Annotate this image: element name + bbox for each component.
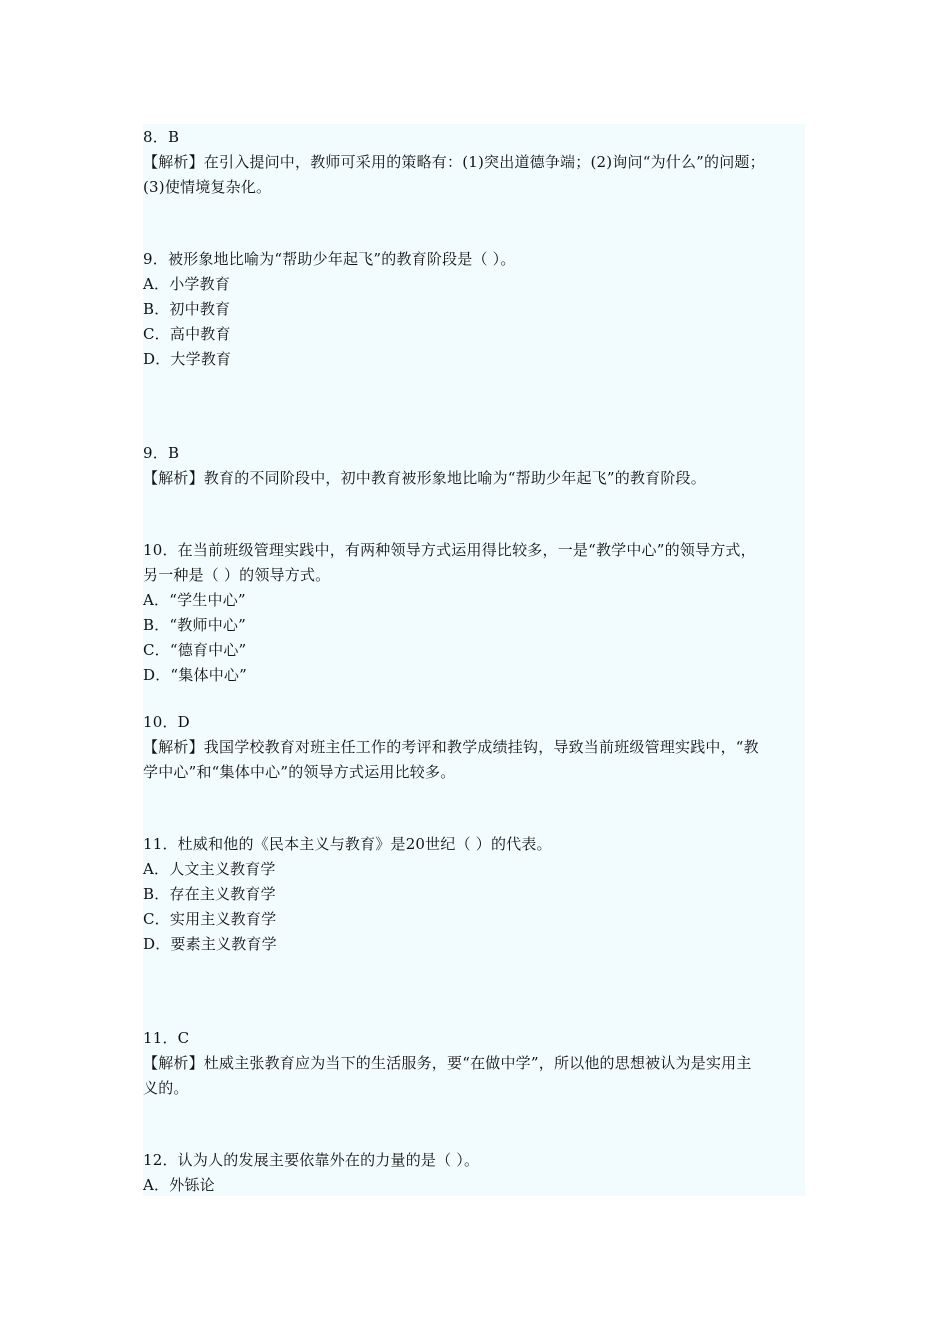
question-12-stem: 12．认为人的发展主要依靠外在的力量的是（ ）。 [143,1151,480,1169]
question-10-stem-line-1: 10．在当前班级管理实践中，有两种领导方式运用得比较多，一是“教学中心”的领导方式， [143,541,756,559]
question-10-option-a: A．“学生中心” [143,591,246,609]
question-11-option-a: A．人文主义教育学 [143,860,276,878]
question-9-stem: 9．被形象地比喻为“帮助少年起飞”的教育阶段是（ ）。 [143,250,516,268]
content-highlight-area [143,124,805,1196]
question-9-option-a: A．小学教育 [143,275,231,293]
question-11-option-b: B．存在主义教育学 [143,885,276,903]
answer-10-explanation-line-1: 【解析】我国学校教育对班主任工作的考评和教学成绩挂钩，导致当前班级管理实践中，“教 [143,738,759,756]
question-10-stem-line-2: 另一种是（ ）的领导方式。 [143,566,331,584]
answer-9-explanation-line-1: 【解析】教育的不同阶段中，初中教育被形象地比喻为“帮助少年起飞”的教育阶段。 [143,469,706,487]
answer-8-explanation-line-2: (3)使情境复杂化。 [143,178,272,196]
question-9-option-d: D．大学教育 [143,350,232,368]
question-9-option-b: B．初中教育 [143,300,231,318]
question-11-option-c: C．实用主义教育学 [143,910,277,928]
answer-8-explanation-line-1: 【解析】在引入提问中，教师可采用的策略有：(1)突出道德争端；(2)询问“为什么”的问题； [143,153,765,171]
answer-10-explanation-line-2: 学中心”和“集体中心”的领导方式运用比较多。 [143,763,456,781]
question-10-option-c: C．“德育中心” [143,641,247,659]
question-11-stem: 11．杜威和他的《民本主义与教育》是20世纪（ ）的代表。 [143,835,552,853]
answer-11-explanation-line-1: 【解析】杜威主张教育应为当下的生活服务，要“在做中学”，所以他的思想被认为是实用主 [143,1054,752,1072]
answer-8-heading: 8．B [143,128,180,146]
question-10-option-d: D．“集体中心” [143,666,247,684]
answer-11-explanation-line-2: 义的。 [143,1079,189,1097]
answer-10-heading: 10．D [143,713,190,731]
question-9-option-c: C．高中教育 [143,325,231,343]
question-10-option-b: B．“教师中心” [143,616,246,634]
question-12-option-a: A．外铄论 [143,1176,215,1194]
question-11-option-d: D．要素主义教育学 [143,935,277,953]
answer-11-heading: 11．C [143,1029,190,1047]
answer-9-heading: 9．B [143,444,180,462]
